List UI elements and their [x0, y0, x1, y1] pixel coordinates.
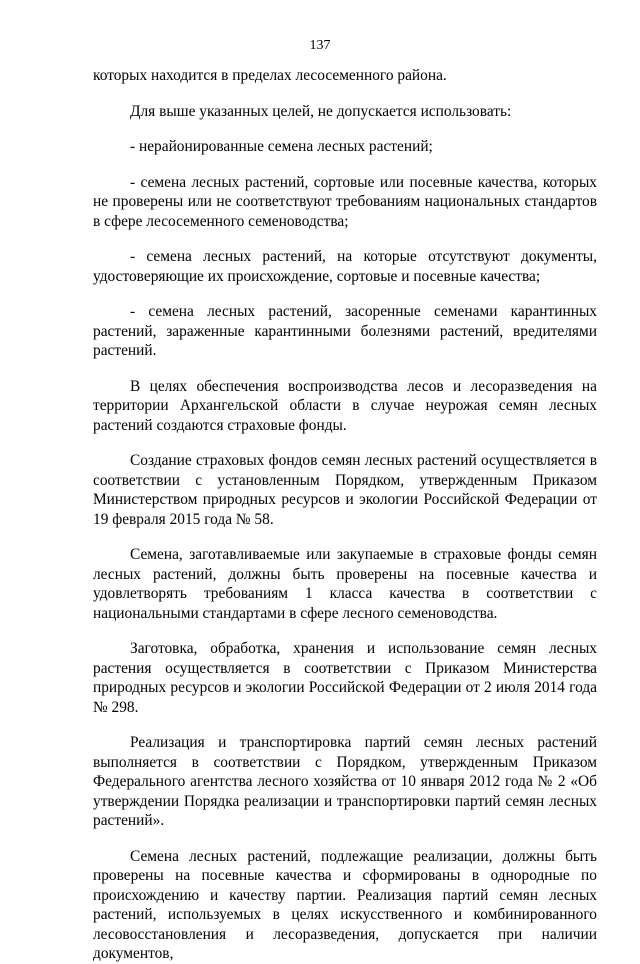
paragraph-list-intro: Для выше указанных целей, не допускается использовать: — [130, 102, 512, 120]
paragraph: Семена лесных растений, подлежащие реализации, должны быть проверены на посевные качества и сформированы в однородные по происхождению и качеству партии. Реализация партий семян лесных растений, используемых в целях искусственного и комбинированного лесовосстановления и лесоразведения, допускается при наличии документов, — [93, 847, 597, 962]
paragraph: Семена, заготавливаемые или закупаемые в страховые фонды семян лесных растений, должны быть проверены на посевные качества и удовлетворять требованиям 1 класса качества в соответствии с национальными стандартами в сфере лесного семеноводства. — [93, 546, 597, 622]
paragraph: Заготовка, обработка, хранения и использование семян лесных растения осуществляется в соответствии с Приказом Министерства природных ресурсов и экологии Российской Федерации от 2 июля 2014 года № 298. — [93, 640, 597, 716]
document-body — [93, 66, 597, 964]
paragraph: Создание страховых фондов семян лесных растений осуществляется в соответствии с установленным Порядком, утвержденным Приказом Министерством природных ресурсов и экологии Российской Федерации от 19 февраля 2015 года № 58. — [93, 452, 597, 528]
paragraph-continuation: которых находится в пределах лесосеменного района. — [93, 67, 447, 84]
paragraph-list-item: - семена лесных растений, на которые отсутствуют документы, удостоверяющие их происхождение, сортовые и посевные качества; — [93, 248, 597, 285]
paragraph-list-item: - семена лесных растений, сортовые или посевные качества, которых не проверены или не соответствуют требованиям национальных стандартов в сфере лесосеменного семеноводства; — [93, 173, 597, 230]
paragraph: Реализация и транспортировка партий семян лесных растений выполняется в соответствии с Порядком, утвержденным Приказом Федерального агентства лесного хозяйства от 10 января 2012 года № 2 «Об утверждении Порядка реализации и транспортировки партий семян лесных растений». — [93, 734, 597, 829]
paragraph: В целях обеспечения воспроизводства лесов и лесоразведения на территории Архангельской области в случае неурожая семян лесных растений создаются страховые фонды. — [93, 377, 597, 434]
paragraph-list-item: - нерайонированные семена лесных растений; — [130, 138, 433, 155]
page-number: 137 — [309, 38, 331, 53]
paragraph-list-item: - семена лесных растений, засоренные семенами карантинных растений, зараженные карантинными болезнями растений, вредителями растений. — [93, 303, 597, 359]
